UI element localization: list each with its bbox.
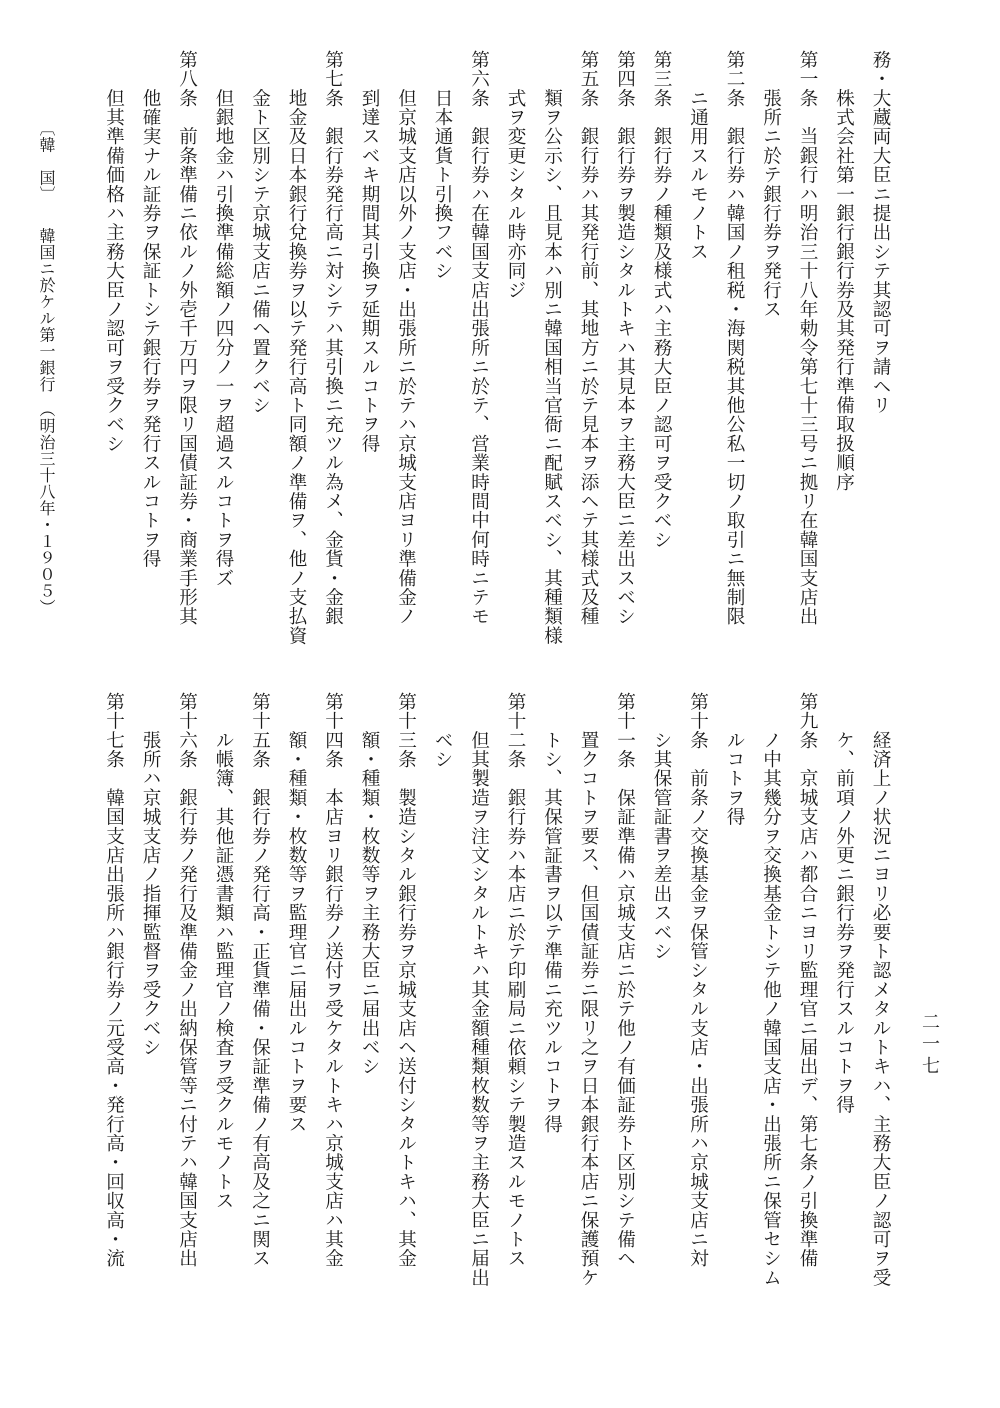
text-line: トシ、其保管証書ヲ以テ準備ニ充ツルコトヲ得 [541, 692, 563, 1134]
text-line: 務・大蔵両大臣ニ提出シテ其認可ヲ請ヘリ [870, 50, 891, 415]
text-line: 第十条 前条ノ交換基金ヲ保管シタル支店・出張所ハ京城支店ニ対 [687, 692, 709, 1268]
text-line: 到達スベキ期間其引換ヲ延期スルコトヲ得 [359, 50, 380, 454]
text-line: 第三条 銀行券ノ種類及様式ハ主務大臣ノ認可ヲ受クベシ [651, 50, 672, 550]
text-line: 張所ニ於テ銀行券ヲ発行ス [760, 50, 782, 319]
text-line: 式ヲ変更シタル時亦同ジ [505, 50, 526, 300]
page-number: 二一七 [919, 1012, 940, 1078]
text-line: 第十六条 銀行券ノ発行及準備金ノ出納保管等ニ付テハ韓国支店出 [176, 692, 198, 1268]
lower-text-block [68, 692, 898, 1382]
text-line: 但其製造ヲ注文シタルトキハ其金額種類枚数等ヲ主務大臣ニ届出 [468, 692, 490, 1288]
text-line: シ其保管証書ヲ差出スベシ [651, 692, 672, 961]
text-line: 第二条 銀行券ハ韓国ノ租税・海関税其他公私一切ノ取引ニ無制限 [724, 50, 745, 626]
text-line: 株式会社第一銀行銀行券及其発行準備取扱順序 [833, 50, 855, 492]
text-line: 第七条 銀行券発行高ニ対シテハ其引換ニ充ツル為メ、金貨・金銀 [322, 50, 344, 626]
text-line: ニ通用スルモノトス [687, 50, 709, 262]
text-line: 他確実ナル証券ヲ保証トシテ銀行券ヲ発行スルコトヲ得 [140, 50, 161, 569]
text-line: 第五条 銀行券ハ其発行前、其地方ニ於テ見本ヲ添ヘテ其様式及種 [578, 50, 599, 626]
text-line: ルコトヲ得 [724, 692, 745, 827]
text-line: 第一条 当銀行ハ明治三十八年勅令第七十三号ニ拠リ在韓国支店出 [797, 50, 818, 626]
text-line: 地金及日本銀行兌換券ヲ以テ発行高ト同額ノ準備ヲ、他ノ支払資 [286, 50, 307, 646]
text-line: 張所ハ京城支店ノ指揮監督ヲ受クベシ [140, 692, 161, 1057]
text-line: 第六条 銀行券ハ在韓国支店出張所ニ於テ、営業時間中何時ニテモ [468, 50, 490, 626]
running-head: 〔韓 国〕 韓国ニ於ケル第一銀行 （明治三十八年・１９０５） [37, 120, 56, 616]
text-line: 金ト区別シテ京城支店ニ備ヘ置クベシ [249, 50, 271, 415]
text-line: 第四条 銀行券ヲ製造シタルトキハ其見本ヲ主務大臣ニ差出スベシ [614, 50, 636, 626]
text-line: 第十三条 製造シタル銀行券ヲ京城支店ヘ送付シタルトキハ、其金 [395, 692, 417, 1268]
text-line: 第十一条 保証準備ハ京城支店ニ於テ他ノ有価証券ト区別シテ備ヘ [614, 692, 636, 1268]
text-line: 但銀地金ハ引換準備総額ノ四分ノ一ヲ超過スルコトヲ得ズ [213, 50, 234, 588]
text-line: 類ヲ公示シ、且見本ハ別ニ韓国相当官衙ニ配賦スベシ、其種類様 [541, 50, 563, 646]
text-line: 額・種類・枚数等ヲ監理官ニ届出ルコトヲ要ス [286, 692, 307, 1134]
text-line: ル帳簿、其他証憑書類ハ監理官ノ検査ヲ受クルモノトス [213, 692, 234, 1211]
text-line: 但其準備価格ハ主務大臣ノ認可ヲ受クベシ [103, 50, 125, 454]
text-line: 第八条 前条準備ニ依ルノ外壱千万円ヲ限リ国債証券・商業手形其 [176, 50, 198, 626]
text-line: ベシ [432, 692, 453, 769]
text-line: 但京城支店以外ノ支店・出張所ニ於テハ京城支店ヨリ準備金ノ [395, 50, 417, 626]
text-line: 額・種類・枚数等ヲ主務大臣ニ届出ベシ [359, 692, 380, 1076]
text-line: ケ、前項ノ外更ニ銀行券ヲ発行スルコトヲ得 [833, 692, 855, 1115]
upper-text-block [98, 50, 898, 650]
text-line: 日本通貨ト引換フベシ [432, 50, 453, 281]
text-line: 第十七条 韓国支店出張所ハ銀行券ノ元受高・発行高・回収高・流 [103, 692, 125, 1268]
text-line: 第九条 京城支店ハ都合ニヨリ監理官ニ届出デ、第七条ノ引換準備 [797, 692, 818, 1268]
text-line: 第十五条 銀行券ノ発行高・正貨準備・保証準備ノ有高及之ニ関ス [249, 692, 271, 1268]
text-line: 置クコトヲ要ス、但国債証券ニ限リ之ヲ日本銀行本店ニ保護預ケ [578, 692, 599, 1288]
text-line: 経済上ノ状況ニヨリ必要ト認メタルトキハ、主務大臣ノ認可ヲ受 [870, 692, 891, 1288]
text-line: 第十二条 銀行券ハ本店ニ於テ印刷局ニ依頼シテ製造スルモノトス [505, 692, 526, 1268]
text-line: 第十四条 本店ヨリ銀行券ノ送付ヲ受ケタルトキハ京城支店ハ其金 [322, 692, 344, 1268]
text-line: ノ中其幾分ヲ交換基金トシテ他ノ韓国支店・出張所ニ保管セシム [760, 692, 782, 1288]
